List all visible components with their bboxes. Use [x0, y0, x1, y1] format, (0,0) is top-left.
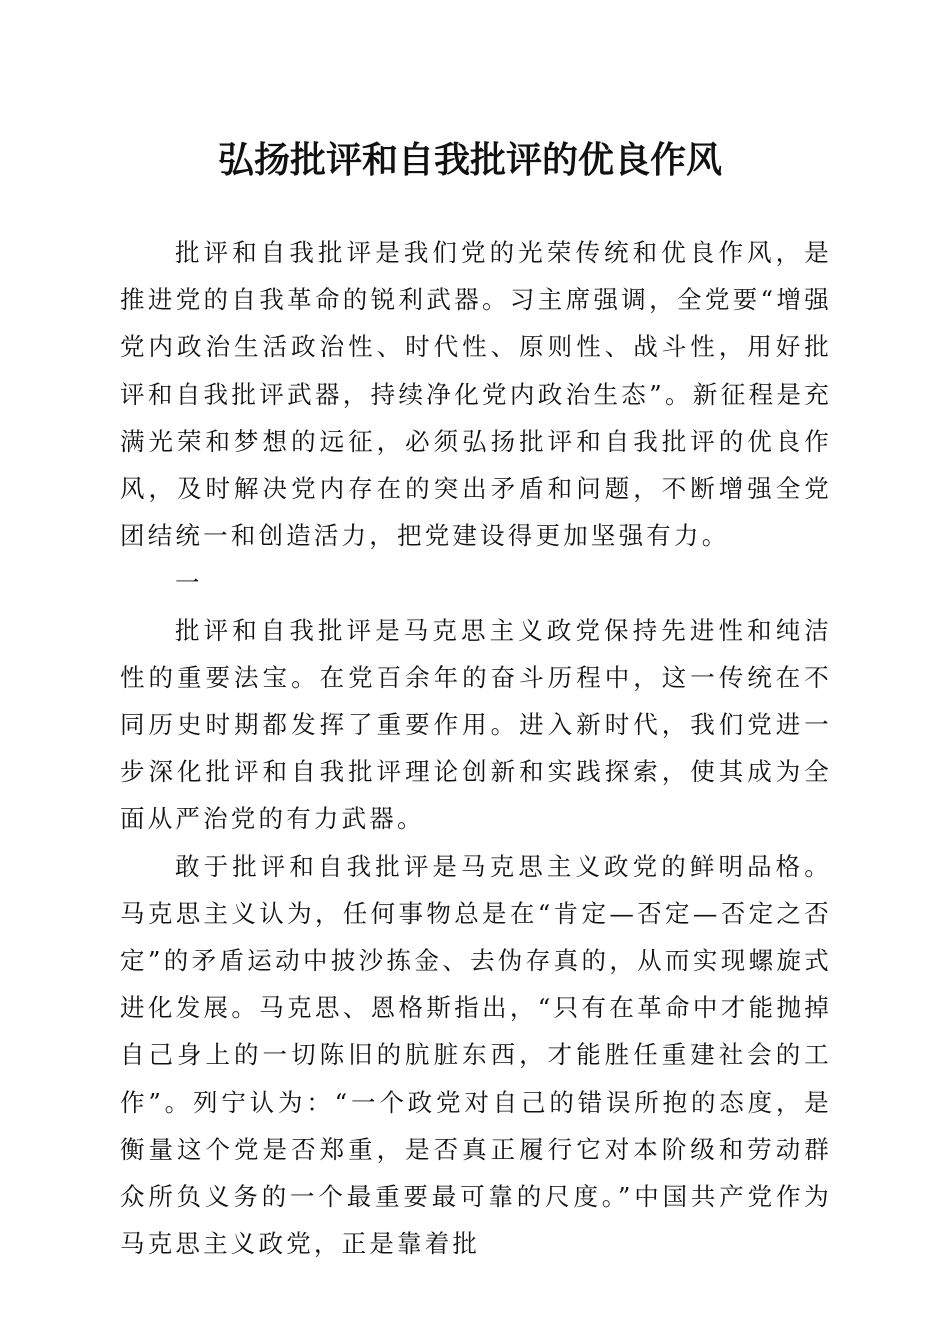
document-body	[120, 229, 832, 1267]
document-title: 弘扬批评和自我批评的优良作风	[217, 139, 722, 181]
paragraph-treasure: 批评和自我批评是马克思主义政党保持先进性和纯洁性的重要法宝。在党百余年的奋斗历程中，这一传统在不同历史时期都发挥了重要作用。进入新时代，我们党进一步深化批评和自我批评理论创新和实践探索，使其成为全面从严治党的有力武器。	[120, 615, 832, 834]
paragraph-character: 敢于批评和自我批评是马克思主义政党的鲜明品格。马克思主义认为，任何事物总是在“肯定—否定—否定之否定”的矛盾运动中披沙拣金、去伪存真的，从而实现螺旋式进化发展。马克思、恩格斯指出，“只有在革命中才能抛掉自己身上的一切陈旧的肮脏东西，才能胜任重建社会的工作”。列宁认为：“一个政党对自己的错误所抱的态度，是衡量这个党是否郑重，是否真正履行它对本阶级和劳动群众所负义务的一个最重要最可靠的尺度。”中国共产党作为马克思主义政党，正是靠着批	[120, 851, 832, 1259]
paragraph-intro: 批评和自我批评是我们党的光荣传统和优良作风，是推进党的自我革命的锐利武器。习主席强调，全党要“增强党内政治生活政治性、时代性、原则性、战斗性，用好批评和自我批评武器，持续净化党内政治生态”。新征程是充满光荣和梦想的远征，必须弘扬批评和自我批评的优良作风，及时解决党内存在的突出矛盾和问题，不断增强全党团结统一和创造活力，把党建设得更加坚强有力。	[120, 238, 832, 551]
section-heading-one: 一	[175, 568, 200, 598]
